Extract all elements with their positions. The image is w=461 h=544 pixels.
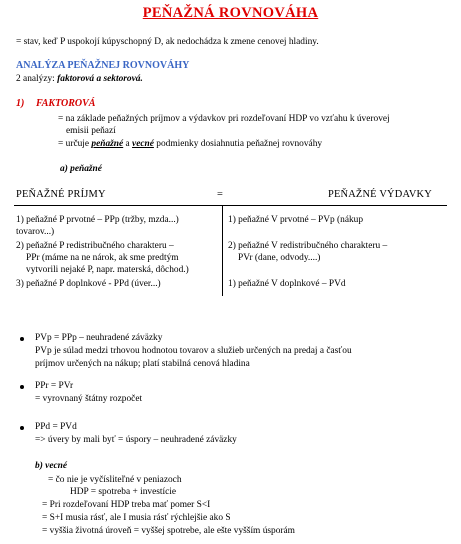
factor-monetary-term: peňažné [91,139,124,149]
factor-line-3 [58,138,322,150]
analysis-intro-prefix: 2 analýzy: [16,74,58,84]
bullet-line: PVp = PPp – neuhradené záväzky [35,333,163,343]
real-line: = S+I musia rásť, ale I musia rásť rýchlejšie ako S [42,513,231,523]
income-item: 2) peňažné P redistribučného charakteru – [16,241,174,251]
expense-item: 2) peňažné V redistribučného charakteru – [228,241,388,251]
bullet-line: PPr = PVr [35,381,74,391]
bullet-dot [20,426,24,430]
bullet-line: = vyrovnaný štátny rozpočet [35,394,143,404]
expense-item: PVr (dane, odvody....) [238,253,321,263]
income-item: PPr (máme na ne nárok, ak sme predtým [26,253,179,263]
analysis-intro-types: faktorová a sektorová. [57,74,143,84]
expense-item: 1) peňažné V prvotné – PVp (nákup [228,215,364,225]
factor-line-3-part: a [123,139,133,149]
bullet-line: PVp je súlad medzi trhovou hodnotou tovarov a služieb určených na predaj a časťou [35,346,352,356]
analysis-intro [16,73,143,85]
income-item: 3) peňažné P doplnkové - PPd (úver...) [16,279,161,289]
income-item: 1) peňažné P prvotné – PPp (tržby, mzda...) [16,215,179,225]
factor-line-3-part: podmienky dosiahnutia peňažnej rovnováhy [153,139,323,149]
income-header: PEŇAŽNÉ PRÍJMY [16,189,106,200]
real-line: HDP = spotreba + investície [70,487,177,497]
real-line: = Pri rozdeľovaní HDP treba mať pomer S<I [42,500,211,510]
bullet-dot [20,337,24,341]
bullet-line: => úvery by mali byť = úspory – neuhradené záväzky [35,435,237,445]
income-item: tovarov...) [16,227,55,237]
factor-heading: FAKTOROVÁ [36,98,96,109]
bullet-line: príjmov určených na nákup; platí stabilná cenová hladina [35,359,250,369]
equals-sign: = [217,189,223,200]
real-line: = vyššia životná úroveň = vyššej spotrebe, ale ešte vyšším úsporám [42,526,295,536]
table-divider-vertical [222,205,223,296]
factor-line-1: = na základe peňažných príjmov a výdavkov pri rozdeľovaní HDP vo vzťahu k úverovej [58,114,390,124]
page-title: PEŇAŽNÁ ROVNOVÁHA [142,5,319,21]
expense-header: PEŇAŽNÉ VÝDAVKY [328,189,432,200]
analysis-heading: ANALÝZA PEŇAŽNEJ ROVNOVÁHY [16,60,190,71]
definition-text: = stav, keď P uspokojí kúpyschopný D, ak nedochádza k zmene cenovej hladiny. [16,37,319,47]
monetary-label: a) peňažné [60,164,102,174]
income-item: vytvorili nejaké P, napr. materská, dôchod.) [26,265,189,275]
expense-item: 1) peňažné V doplnkové – PVd [228,279,346,289]
real-line: = čo nie je vyčísliteľné v peniazoch [48,475,182,485]
factor-line-3-part: = určuje [58,139,92,149]
factor-number: 1) [16,98,25,109]
bullet-dot [20,385,24,389]
table-divider-horizontal [14,205,447,206]
factor-line-2: emisii peňazí [66,126,116,136]
bullet-line: PPd = PVd [35,422,77,432]
real-label: b) vecné [35,461,68,471]
factor-real-term: vecné [132,139,154,149]
